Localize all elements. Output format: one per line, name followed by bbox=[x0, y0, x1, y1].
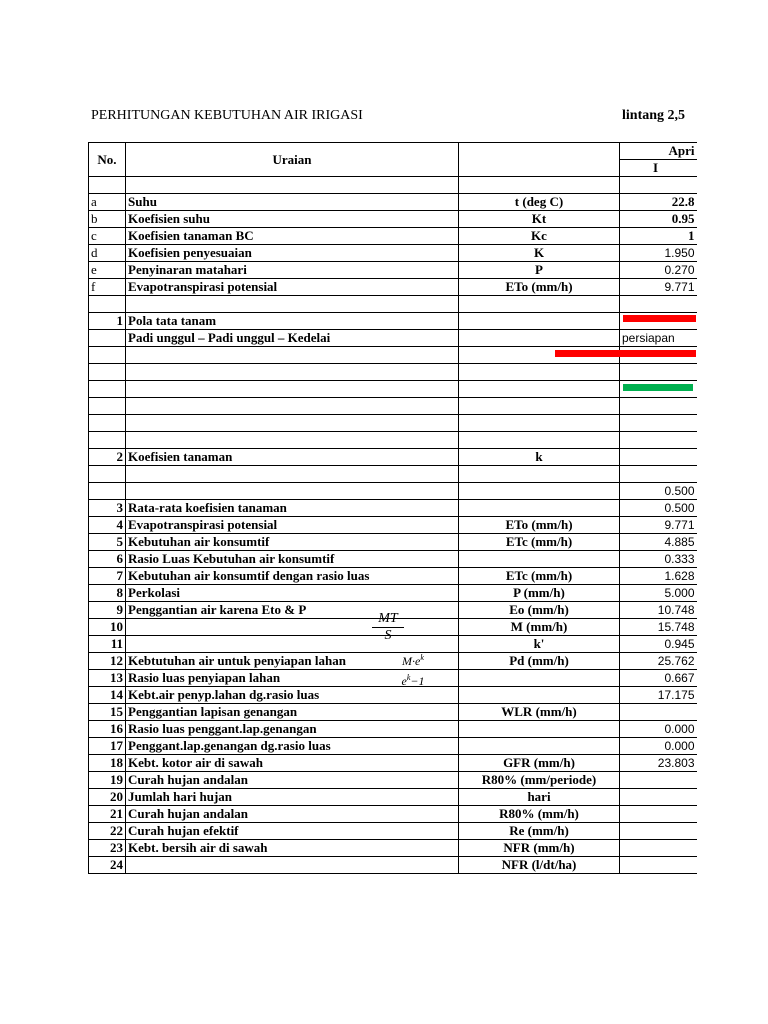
header-period: I bbox=[620, 160, 697, 177]
row-value bbox=[620, 177, 697, 194]
formula-mt-denominator: S bbox=[384, 628, 392, 643]
row-value bbox=[620, 415, 697, 432]
row-value bbox=[620, 364, 697, 381]
row-symbol: Pd (mm/h) bbox=[459, 653, 620, 670]
row-description bbox=[126, 347, 459, 364]
row-description: Penggantian lapisan genangan bbox=[126, 704, 459, 721]
row-description: Evapotranspirasi potensial bbox=[126, 279, 459, 296]
row-number: 16 bbox=[89, 721, 126, 738]
row-description: Kebt. kotor air di sawah bbox=[126, 755, 459, 772]
row-description: Padi unggul – Padi unggul – Kedelai bbox=[126, 330, 459, 347]
row-value: 0.000 bbox=[620, 738, 697, 755]
row-number: 20 bbox=[89, 789, 126, 806]
row-description: Rasio luas penggant.lap.genangan bbox=[126, 721, 459, 738]
table-row bbox=[89, 823, 697, 840]
table-row bbox=[89, 772, 697, 789]
row-value: 0.333 bbox=[620, 551, 697, 568]
row-symbol bbox=[459, 313, 620, 330]
row-value: 25.762 bbox=[620, 653, 697, 670]
row-number bbox=[89, 432, 126, 449]
table-row bbox=[89, 568, 697, 585]
table-row bbox=[89, 262, 697, 279]
row-value: 9.771 bbox=[620, 279, 697, 296]
row-symbol: P (mm/h) bbox=[459, 585, 620, 602]
row-description: Pola tata tanam bbox=[126, 313, 459, 330]
row-description bbox=[126, 415, 459, 432]
row-number bbox=[89, 177, 126, 194]
row-symbol: WLR (mm/h) bbox=[459, 704, 620, 721]
row-number: 15 bbox=[89, 704, 126, 721]
row-number: 22 bbox=[89, 823, 126, 840]
row-value: 5.000 bbox=[620, 585, 697, 602]
table-row bbox=[89, 245, 697, 262]
row-description: Perkolasi bbox=[126, 585, 459, 602]
row-code: c bbox=[89, 228, 126, 245]
row-description bbox=[126, 619, 459, 636]
table-row bbox=[89, 704, 697, 721]
row-value bbox=[620, 772, 697, 789]
table-row bbox=[89, 585, 697, 602]
table-row bbox=[89, 177, 697, 194]
row-value: 0.667 bbox=[620, 670, 697, 687]
row-value: 10.748 bbox=[620, 602, 697, 619]
row-number: 18 bbox=[89, 755, 126, 772]
row-description: Curah hujan efektif bbox=[126, 823, 459, 840]
row-symbol bbox=[459, 381, 620, 398]
row-symbol bbox=[459, 466, 620, 483]
table-row bbox=[89, 687, 697, 704]
row-number bbox=[89, 415, 126, 432]
row-symbol: NFR (l/dt/ha) bbox=[459, 857, 620, 874]
row-value bbox=[620, 857, 697, 874]
row-symbol: Re (mm/h) bbox=[459, 823, 620, 840]
row-value: persiapan bbox=[620, 330, 697, 347]
row-description bbox=[126, 398, 459, 415]
row-number: 3 bbox=[89, 500, 126, 517]
row-description: Kebutuhan air konsumtif dengan rasio luas bbox=[126, 568, 459, 585]
row-symbol bbox=[459, 296, 620, 313]
formula-k-numerator: $M\cdot e^k$ bbox=[392, 650, 434, 670]
row-value: 22.8 bbox=[620, 194, 697, 211]
table-row bbox=[89, 211, 697, 228]
row-code: e bbox=[89, 262, 126, 279]
row-value: 0.95 bbox=[620, 211, 697, 228]
table-row bbox=[89, 466, 697, 483]
row-code: a bbox=[89, 194, 126, 211]
row-symbol: hari bbox=[459, 789, 620, 806]
table-row bbox=[89, 364, 697, 381]
row-description: Kebt.air penyp.lahan dg.rasio luas bbox=[126, 687, 459, 704]
row-number: 23 bbox=[89, 840, 126, 857]
row-value: 1.950 bbox=[620, 245, 697, 262]
row-value: 0.945 bbox=[620, 636, 697, 653]
row-description: Suhu bbox=[126, 194, 459, 211]
table-row bbox=[89, 449, 697, 466]
row-description: Penyinaran matahari bbox=[126, 262, 459, 279]
row-description bbox=[126, 177, 459, 194]
row-number: 2 bbox=[89, 449, 126, 466]
row-value bbox=[620, 466, 697, 483]
table-row bbox=[89, 755, 697, 772]
row-symbol bbox=[459, 721, 620, 738]
row-number: 5 bbox=[89, 534, 126, 551]
row-symbol bbox=[459, 738, 620, 755]
table-row bbox=[89, 840, 697, 857]
formula-mt-over-s bbox=[372, 611, 404, 644]
header-symbol bbox=[459, 143, 620, 177]
row-symbol: ETc (mm/h) bbox=[459, 534, 620, 551]
row-number bbox=[89, 364, 126, 381]
row-symbol: GFR (mm/h) bbox=[459, 755, 620, 772]
table-row bbox=[89, 313, 697, 330]
row-symbol: t (deg C) bbox=[459, 194, 620, 211]
table-row bbox=[89, 279, 697, 296]
row-description bbox=[126, 466, 459, 483]
row-description: Curah hujan andalan bbox=[126, 772, 459, 789]
row-number bbox=[89, 381, 126, 398]
row-number: 19 bbox=[89, 772, 126, 789]
row-description bbox=[126, 483, 459, 500]
row-number bbox=[89, 296, 126, 313]
row-symbol: M (mm/h) bbox=[459, 619, 620, 636]
row-description: Penggant.lap.genangan dg.rasio luas bbox=[126, 738, 459, 755]
table-row bbox=[89, 806, 697, 823]
formula-mt-numerator: MT bbox=[372, 611, 404, 628]
row-value: 17.175 bbox=[620, 687, 697, 704]
table-row bbox=[89, 721, 697, 738]
row-number bbox=[89, 330, 126, 347]
table-row bbox=[89, 432, 697, 449]
irrigation-table bbox=[88, 142, 697, 874]
row-value bbox=[620, 823, 697, 840]
row-description bbox=[126, 432, 459, 449]
row-description: Jumlah hari hujan bbox=[126, 789, 459, 806]
row-value: 9.771 bbox=[620, 517, 697, 534]
row-number: 13 bbox=[89, 670, 126, 687]
row-description: Koefisien suhu bbox=[126, 211, 459, 228]
row-code: b bbox=[89, 211, 126, 228]
row-number: 10 bbox=[89, 619, 126, 636]
row-symbol: k' bbox=[459, 636, 620, 653]
row-number: 8 bbox=[89, 585, 126, 602]
table-row bbox=[89, 500, 697, 517]
row-description: Kebtutuhan air untuk penyiapan lahan bbox=[126, 653, 459, 670]
row-value bbox=[620, 449, 697, 466]
row-symbol: P bbox=[459, 262, 620, 279]
table-row bbox=[89, 517, 697, 534]
row-number bbox=[89, 398, 126, 415]
table-row bbox=[89, 228, 697, 245]
row-description bbox=[126, 857, 459, 874]
row-code: f bbox=[89, 279, 126, 296]
row-description bbox=[126, 364, 459, 381]
row-description: Koefisien tanaman BC bbox=[126, 228, 459, 245]
row-number: 24 bbox=[89, 857, 126, 874]
latitude-label: lintang 2,5 bbox=[622, 108, 686, 123]
table-row bbox=[89, 738, 697, 755]
row-symbol: ETo (mm/h) bbox=[459, 517, 620, 534]
row-number: 6 bbox=[89, 551, 126, 568]
row-symbol: R80% (mm/periode) bbox=[459, 772, 620, 789]
formula-k-denominator: $e^k-1$ bbox=[401, 673, 425, 688]
row-value bbox=[620, 789, 697, 806]
formula-k-prime bbox=[392, 650, 434, 689]
row-description: Evapotranspirasi potensial bbox=[126, 517, 459, 534]
row-value: 0.500 bbox=[620, 483, 697, 500]
row-symbol bbox=[459, 500, 620, 517]
header-no: No. bbox=[89, 143, 126, 177]
row-symbol: Kt bbox=[459, 211, 620, 228]
table-row bbox=[89, 330, 697, 347]
header-uraian: Uraian bbox=[126, 143, 459, 177]
row-value bbox=[620, 840, 697, 857]
table-row bbox=[89, 398, 697, 415]
row-number: 7 bbox=[89, 568, 126, 585]
row-number: 17 bbox=[89, 738, 126, 755]
row-value: 1 bbox=[620, 228, 697, 245]
row-description: Curah hujan andalan bbox=[126, 806, 459, 823]
schedule-bar-red-1 bbox=[623, 315, 696, 322]
row-number: 4 bbox=[89, 517, 126, 534]
table-row bbox=[89, 194, 697, 211]
table-row bbox=[89, 551, 697, 568]
row-number: 11 bbox=[89, 636, 126, 653]
table-row bbox=[89, 415, 697, 432]
row-symbol bbox=[459, 551, 620, 568]
row-value bbox=[620, 398, 697, 415]
row-number: 9 bbox=[89, 602, 126, 619]
schedule-bar-red-2 bbox=[555, 350, 696, 357]
row-symbol: k bbox=[459, 449, 620, 466]
row-description: Rata-rata koefisien tanaman bbox=[126, 500, 459, 517]
row-value bbox=[620, 704, 697, 721]
row-value: 0.500 bbox=[620, 500, 697, 517]
row-number: 12 bbox=[89, 653, 126, 670]
row-description: Rasio Luas Kebutuhan air konsumtif bbox=[126, 551, 459, 568]
row-description: Rasio luas penyiapan lahan bbox=[126, 670, 459, 687]
row-description bbox=[126, 296, 459, 313]
row-symbol bbox=[459, 483, 620, 500]
row-number: 21 bbox=[89, 806, 126, 823]
row-description: Koefisien tanaman bbox=[126, 449, 459, 466]
row-description: Koefisien penyesuaian bbox=[126, 245, 459, 262]
row-number bbox=[89, 466, 126, 483]
row-symbol bbox=[459, 415, 620, 432]
row-description bbox=[126, 381, 459, 398]
row-symbol bbox=[459, 670, 620, 687]
row-symbol bbox=[459, 398, 620, 415]
row-symbol: ETc (mm/h) bbox=[459, 568, 620, 585]
row-symbol: K bbox=[459, 245, 620, 262]
row-value: 23.803 bbox=[620, 755, 697, 772]
row-value bbox=[620, 432, 697, 449]
row-symbol bbox=[459, 330, 620, 347]
row-value: 1.628 bbox=[620, 568, 697, 585]
row-symbol: ETo (mm/h) bbox=[459, 279, 620, 296]
table-row bbox=[89, 296, 697, 313]
table-row bbox=[89, 381, 697, 398]
row-number: 14 bbox=[89, 687, 126, 704]
header-month: Apri bbox=[620, 143, 697, 160]
row-value: 4.885 bbox=[620, 534, 697, 551]
row-description: Penggantian air karena Eto & P bbox=[126, 602, 459, 619]
row-value: 0.270 bbox=[620, 262, 697, 279]
row-description: Kebutuhan air konsumtif bbox=[126, 534, 459, 551]
row-symbol: Eo (mm/h) bbox=[459, 602, 620, 619]
table-row bbox=[89, 789, 697, 806]
row-symbol: R80% (mm/h) bbox=[459, 806, 620, 823]
row-number bbox=[89, 347, 126, 364]
row-number: 1 bbox=[89, 313, 126, 330]
row-value: 15.748 bbox=[620, 619, 697, 636]
row-symbol: Kc bbox=[459, 228, 620, 245]
row-value bbox=[620, 806, 697, 823]
row-symbol bbox=[459, 687, 620, 704]
row-description: Kebt. bersih air di sawah bbox=[126, 840, 459, 857]
table-row bbox=[89, 534, 697, 551]
row-number bbox=[89, 483, 126, 500]
schedule-bar-green bbox=[623, 384, 693, 391]
table-row bbox=[89, 483, 697, 500]
row-symbol: NFR (mm/h) bbox=[459, 840, 620, 857]
page-title: PERHITUNGAN KEBUTUHAN AIR IRIGASI bbox=[91, 108, 363, 123]
table-body bbox=[89, 177, 697, 874]
row-code: d bbox=[89, 245, 126, 262]
row-symbol bbox=[459, 177, 620, 194]
row-symbol bbox=[459, 364, 620, 381]
row-value: 0.000 bbox=[620, 721, 697, 738]
row-symbol bbox=[459, 432, 620, 449]
row-value bbox=[620, 296, 697, 313]
table-row bbox=[89, 857, 697, 874]
